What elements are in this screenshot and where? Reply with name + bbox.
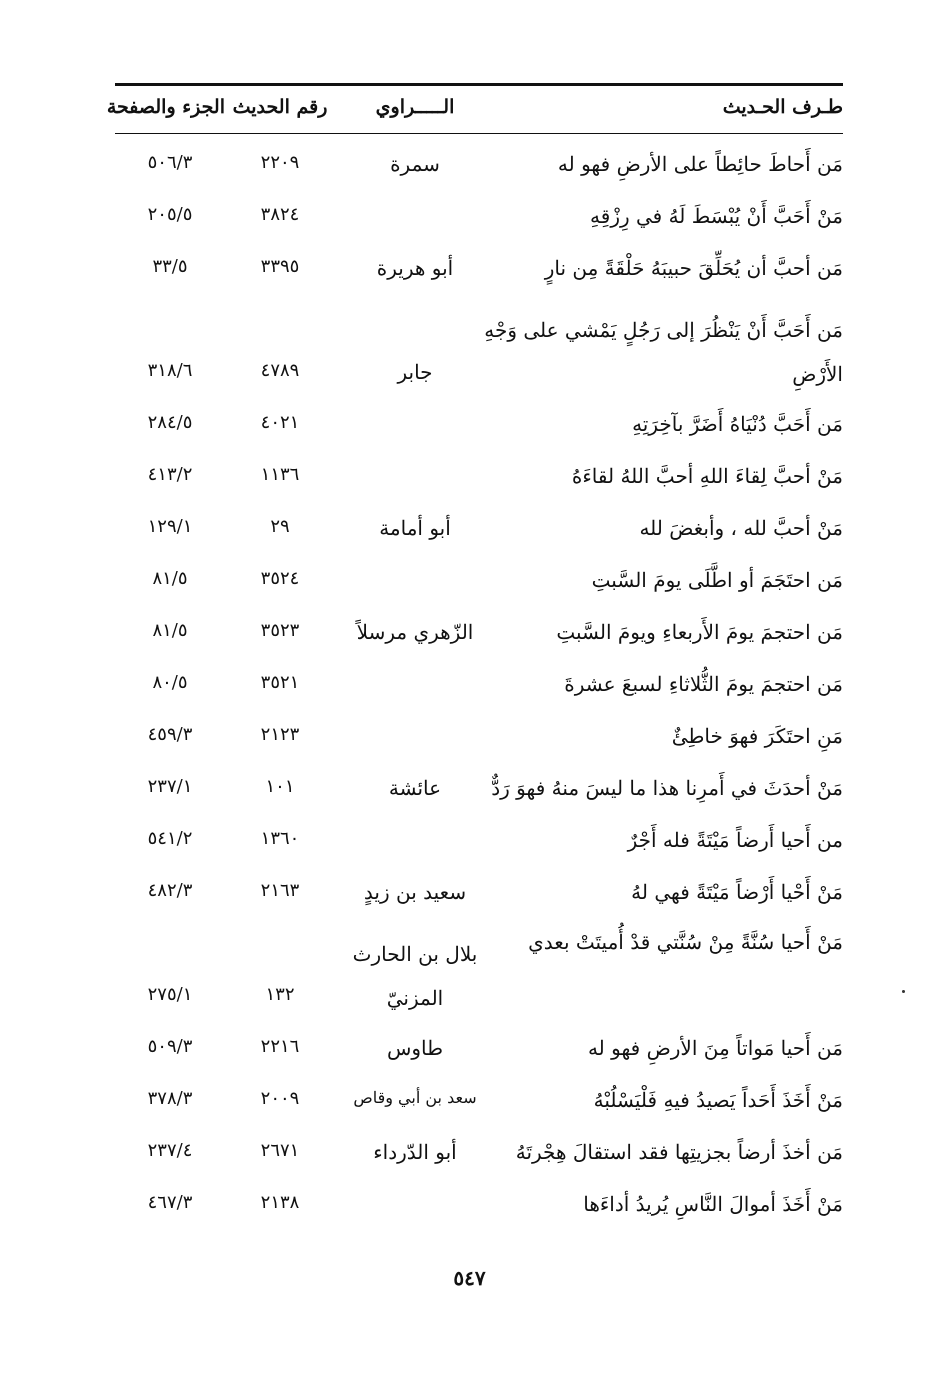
hadith-number: ٢٠٠٩ (260, 1088, 300, 1109)
hadith-text: مَن احتجمَ يومَ الثُّلاثاءِ لسبعَ عشرةَ (564, 672, 843, 696)
hadith-number: ١٣٦٠ (260, 828, 300, 849)
narrator: أبو أمامة (379, 516, 451, 540)
hadith-number: ١١٣٦ (260, 464, 300, 485)
hadith-number: ٣٥٢١ (260, 672, 300, 693)
hadith-number: ٢٩ (270, 516, 290, 537)
hadith-text: مَن احتجمَ يومَ الأَربعاءِ ويومَ السَّبتِ (556, 620, 843, 644)
volume-page: ٢٠٥/٥ (147, 204, 193, 225)
hadith-text: مَن أحبَّ أن يُحَلِّقَ حبيبَهُ حَلْقَةً مِن نارٍ (544, 256, 843, 280)
volume-page: ٢٣٧/١ (147, 776, 193, 797)
volume-page: ٨٠/٥ (152, 672, 188, 693)
hadith-text: مَن أخذَ أرضاً بجزيتِها فقد استقالَ هِجْرتَهُ (515, 1140, 843, 1164)
table-row (115, 192, 843, 244)
hadith-text: مَن أَحاطَ حائِطاً على الأرضِ فهو له (557, 152, 843, 176)
narrator: سمرة (390, 152, 440, 176)
hadith-number: ٢١٣٨ (260, 1192, 300, 1213)
hadith-text: مَنْ أحبَّ لله ، وأبغضَ لله (639, 516, 843, 540)
table-row (115, 816, 843, 868)
hadith-number: ٢١٢٣ (260, 724, 300, 745)
header-rule (115, 133, 843, 134)
header-hadith: طـرف الحـديث (722, 96, 843, 118)
hadith-number: ٤٠٢١ (260, 412, 300, 433)
print-speck (902, 990, 905, 993)
hadith-number: ٣٣٩٥ (260, 256, 300, 277)
top-rule (115, 83, 843, 86)
hadith-number: ٣٥٢٤ (260, 568, 300, 589)
hadith-number: ٤٧٨٩ (260, 360, 300, 381)
header-number: رقم الحديث (232, 96, 328, 118)
narrator: الزّهري مرسلاً (356, 620, 474, 644)
hadith-number: ١٠١ (265, 776, 295, 797)
table-row (115, 1128, 843, 1180)
hadith-number: ٣٨٢٤ (260, 204, 300, 225)
table-row (115, 140, 843, 192)
hadith-text: مَن أَحَبَّ دُنْيَاهُ أَضَرَّ بآخِرَتِهِ (632, 412, 843, 436)
page-number: ٥٤٧ (453, 1266, 486, 1290)
hadith-number: ١٣٢ (265, 984, 295, 1005)
hadith-text: مَنْ أَحيا سُنَّةً مِنْ سُنَّتي قدْ أُميتَتْ بعدي (528, 930, 843, 954)
hadith-number: ٣٥٢٣ (260, 620, 300, 641)
volume-page: ٥٤١/٢ (147, 828, 193, 849)
narrator: سعد بن أبي وقاص (353, 1088, 477, 1107)
header-volume: الجزء والصفحة (106, 96, 225, 118)
volume-page: ٢٨٤/٥ (147, 412, 193, 433)
hadith-text: مَنْ أَحْيا أَرْضاً مَيْتَةً فهي لهُ (631, 880, 843, 904)
table-row (115, 868, 843, 920)
volume-page: ٣١٨/٦ (147, 360, 193, 381)
hadith-number: ٢١٦٣ (260, 880, 300, 901)
table-row (115, 504, 843, 556)
narrator: سعيد بن زيدٍ (363, 880, 467, 904)
table-row (115, 452, 843, 504)
table-row (115, 764, 843, 816)
hadith-text: مَنْ أحدَثَ في أَمرِنا هذا ما ليسَ منهُ فهوَ رَدٌّ (491, 776, 843, 800)
narrator: بلال بن الحارث المزنيّ (352, 942, 478, 1010)
volume-page: ٨١/٥ (152, 620, 188, 641)
table-row (115, 1024, 843, 1076)
header-rawi: الـــــراوي (375, 96, 455, 118)
table-row (115, 296, 843, 400)
hadith-number: ٢٢٠٩ (260, 152, 300, 173)
hadith-table (115, 140, 843, 1232)
table-row (115, 608, 843, 660)
narrator: أبو الدّرداء (373, 1140, 457, 1164)
volume-page: ١٢٩/١ (147, 516, 193, 537)
hadith-number: ٢٦٧١ (260, 1140, 300, 1161)
hadith-text: من أَحيا أَرضاً مَيْتَةً فله أَجْرٌ (627, 828, 843, 852)
narrator: أبو هريرة (376, 256, 454, 280)
hadith-text: مَنْ أَخَذَ أموالَ النَّاسِ يُريدُ أداءَها (583, 1192, 843, 1216)
table-row (115, 712, 843, 764)
table-row (115, 556, 843, 608)
table-row (115, 920, 843, 1024)
hadith-text: مَنِ احتَكَرَ فهوَ خاطِئٌ (671, 724, 843, 748)
narrator: طاوس (386, 1036, 444, 1060)
volume-page: ٨١/٥ (152, 568, 188, 589)
volume-page: ٥٠٩/٣ (147, 1036, 193, 1057)
volume-page: ٤٨٢/٣ (147, 880, 193, 901)
volume-page: ٥٠٦/٣ (147, 152, 193, 173)
volume-page: ٣٣/٥ (152, 256, 188, 277)
table-row (115, 400, 843, 452)
table-row (115, 660, 843, 712)
table-row (115, 1180, 843, 1232)
narrator: جابر (397, 360, 433, 384)
volume-page: ٤٥٩/٣ (147, 724, 193, 745)
hadith-text: مَن أَحَبَّ أَنْ يَنْظُرَ إلى رَجُلٍ يَمْشي على وَجْهِ الأَرْضِ (484, 318, 843, 386)
volume-page: ٣٧٨/٣ (147, 1088, 193, 1109)
hadith-text: مَن احتَجَمَ أو اطَّلَى يومَ السَّبتِ (591, 568, 843, 592)
table-header (106, 96, 843, 130)
volume-page: ٤٦٧/٣ (147, 1192, 193, 1213)
hadith-text: مَنْ أَحَبَّ أَنْ يُبْسَطَ لَهُ في رِزْقِهِ (590, 204, 843, 228)
volume-page: ٤١٣/٢ (147, 464, 193, 485)
narrator: عائشة (388, 776, 442, 800)
hadith-text: مَن أَحيا مَواتاً مِنَ الأرضِ فهو له (587, 1036, 843, 1060)
table-row (115, 1076, 843, 1128)
hadith-text: مَنْ أَخَذَ أَحَداً يَصيدُ فيهِ فَلْيَسْلُبْهُ (593, 1088, 843, 1112)
table-row (115, 244, 843, 296)
volume-page: ٢٣٧/٤ (147, 1140, 193, 1161)
hadith-text: مَنْ أحبَّ لِقاءَ اللهِ أحبَّ اللهُ لقاءَهُ (571, 464, 843, 488)
hadith-number: ٢٢١٦ (260, 1036, 300, 1057)
volume-page: ٢٧٥/١ (147, 984, 193, 1005)
